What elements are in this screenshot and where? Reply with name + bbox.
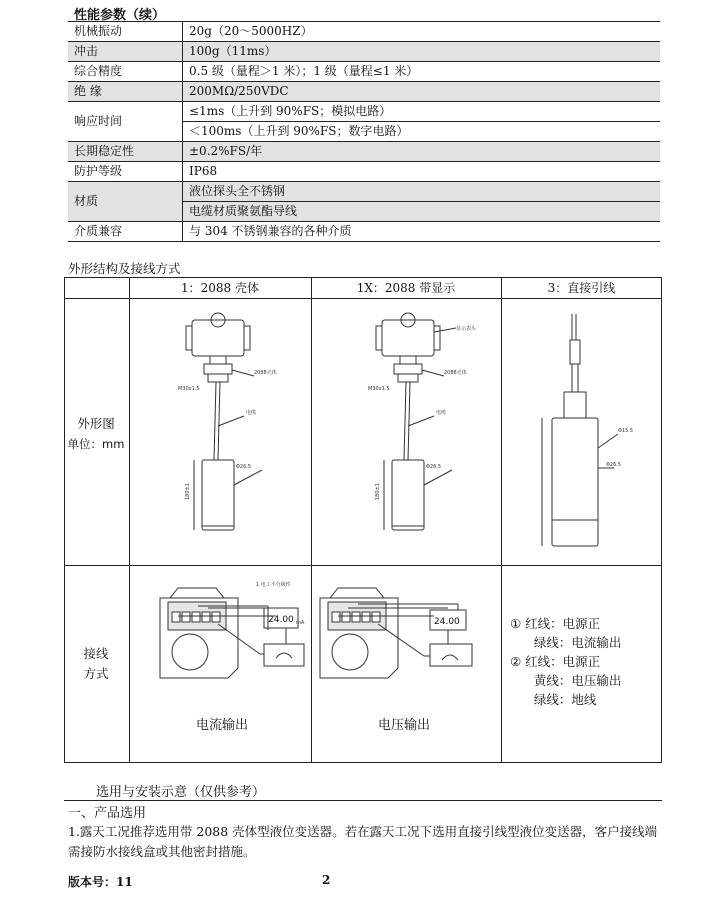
length-label-2: 180±1 — [375, 483, 381, 500]
performance-row-value — [183, 82, 661, 102]
housing-display-label: 2088壳体 — [444, 370, 467, 376]
length-label: 180±1 — [185, 483, 191, 500]
column-header-2088-housing: 1：2088 壳体 — [181, 281, 259, 295]
legend-line-4: 黄线：电压输出 — [510, 673, 622, 688]
legend-line-3: ② 红线：电源正 — [510, 654, 601, 669]
current-meter-readout: 24.00 — [268, 615, 294, 625]
footer-page-number: 2 — [322, 873, 331, 887]
direct-dia-top-label: Φ15.5 — [618, 428, 634, 434]
voltage-meter-readout: 24.00 — [434, 617, 460, 627]
performance-table-body — [68, 22, 660, 242]
voltage-output-caption: 电压输出 — [378, 718, 431, 733]
performance-value-line: 与 304 不锈钢兼容的各种介质 — [189, 224, 352, 238]
performance-row-label: 冲击 — [68, 42, 183, 62]
direct-lead-drawing — [534, 308, 644, 558]
performance-value-line: 100g（11ms） — [189, 44, 277, 58]
performance-value-line: 0.5 级（量程＞1 米）；1 级（量程≤1 米） — [189, 64, 419, 78]
diameter-label: Φ26.5 — [236, 464, 252, 470]
performance-row — [68, 102, 660, 142]
performance-row — [68, 82, 660, 102]
performance-row-value — [183, 182, 661, 222]
performance-row-value — [183, 22, 661, 42]
performance-row-label: 长期稳定性 — [68, 142, 183, 162]
voltage-wiring-diagram — [316, 578, 496, 690]
direct-dia-label: Φ26.5 — [606, 462, 622, 468]
performance-row-label: 介质兼容 — [68, 222, 183, 242]
thread-label: M30x1.5 — [178, 386, 200, 392]
grid-row-rule — [64, 565, 662, 566]
current-wiring-note: 1 电工不分极性 — [256, 582, 291, 588]
legend-line-1: ① 红线：电源正 — [510, 616, 601, 631]
current-output-caption: 电流输出 — [196, 718, 249, 733]
footer-version: 版本号：11 — [68, 875, 133, 889]
performance-value-line: 液位探头全不锈钢 — [189, 184, 286, 198]
performance-row-label: 材质 — [68, 182, 183, 222]
cable-label-2: 电缆 — [436, 410, 447, 416]
column-header-direct-lead: 3：直接引线 — [547, 281, 616, 295]
selection-paragraph: 1.露天工况推荐选用带 2088 壳体型液位变送器。若在露天工况下选用直接引线型液位变送器，客户接线端需接防水接线盒或其他密封措施。 — [68, 824, 658, 859]
performance-value-line: 电缆材质聚氨酯导线 — [183, 201, 660, 221]
cable-label: 电缆 — [246, 410, 257, 416]
grid-border-left — [64, 278, 65, 762]
structure-title: 外形结构及接线方式 — [68, 261, 181, 276]
selection-title: 选用与安装示意（仅供参考） — [96, 785, 266, 800]
performance-row — [68, 162, 660, 182]
housing-display-drawing — [364, 310, 494, 560]
performance-row-label: 机械振动 — [68, 22, 183, 42]
performance-row-value — [183, 102, 661, 142]
selection-rule — [64, 800, 662, 801]
grid-border-right — [661, 278, 662, 762]
performance-row — [68, 182, 660, 222]
performance-row-label: 响应时间 — [68, 102, 183, 142]
legend-line-5: 绿线：地线 — [510, 692, 597, 707]
grid-divider-3 — [501, 278, 502, 762]
wiring-label-2: 方式 — [83, 666, 109, 681]
performance-row-value — [183, 62, 661, 82]
performance-row-value — [183, 42, 661, 62]
structure-grid — [64, 277, 662, 763]
performance-value-line: 200MΩ/250VDC — [189, 84, 289, 98]
performance-row-label: 综合精度 — [68, 62, 183, 82]
housing-label: 2088壳体 — [254, 370, 277, 376]
performance-table — [68, 21, 660, 242]
grid-divider-1 — [129, 278, 130, 762]
performance-value-line: ±0.2%FS/年 — [189, 144, 263, 158]
housing-2088-drawing — [174, 310, 304, 560]
performance-row — [68, 22, 660, 42]
display-tag-label: 显示表头 — [456, 326, 477, 332]
performance-value-line: 20g（20～5000HZ） — [189, 24, 313, 38]
current-meter-unit: mA — [296, 620, 305, 626]
grid-header-rule — [64, 298, 662, 299]
performance-row-value — [183, 222, 661, 242]
column-header-2088-display: 1X：2088 带显示 — [356, 281, 456, 295]
performance-row — [68, 142, 660, 162]
performance-row-label: 绝 缘 — [68, 82, 183, 102]
wiring-label-1: 接线 — [83, 646, 109, 661]
unit-label: 单位：mm — [67, 437, 125, 451]
performance-row-value — [183, 162, 661, 182]
shape-label: 外形图 — [77, 416, 115, 431]
performance-title: 性能参数（续） — [74, 8, 166, 23]
current-wiring-diagram — [156, 578, 316, 690]
performance-value-line: IP68 — [189, 164, 218, 178]
selection-subtitle: 一、产品选用 — [68, 806, 147, 821]
thread-label-2: M30x1.5 — [368, 386, 390, 392]
performance-row — [68, 62, 660, 82]
performance-row — [68, 222, 660, 242]
performance-row-label: 防护等级 — [68, 162, 183, 182]
performance-row — [68, 42, 660, 62]
performance-value-line: ＜100ms（上升到 90%FS；数字电路） — [183, 121, 660, 141]
diameter-label-2: Φ26.5 — [426, 464, 442, 470]
legend-line-2: 绿线：电流输出 — [510, 635, 622, 650]
performance-value-line: ≤1ms（上升到 90%FS；模拟电路） — [189, 104, 392, 118]
performance-row-value — [183, 142, 661, 162]
